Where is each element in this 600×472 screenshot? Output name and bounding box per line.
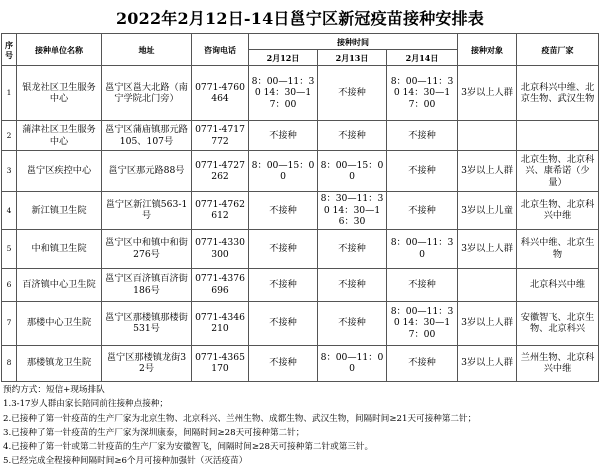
cell-seq: 5 <box>2 229 17 268</box>
cell-day-1: 8：00—11：30 14：30—17：00 <box>249 66 318 121</box>
cell-day-2: 不接种 <box>318 229 387 268</box>
cell-day-3: 8：00—11：30 14：30—17：00 <box>387 301 458 345</box>
cell-day-2: 不接种 <box>318 121 387 151</box>
cell-day-3: 8：00—11：30 14：30—17：00 <box>387 66 458 121</box>
table-row <box>2 66 599 121</box>
cell-phone: 0771-4376696 <box>192 268 249 301</box>
cell-phone: 0771-4762612 <box>192 192 249 230</box>
cell-seq: 1 <box>2 66 17 121</box>
cell-maker: 科兴中维、北京生物 <box>517 229 599 268</box>
cell-phone: 0771-4760464 <box>192 66 249 121</box>
cell-maker: 兰州生物、北京科兴中维 <box>517 345 599 381</box>
cell-address: 邕宁区那元路88号 <box>102 151 192 192</box>
cell-maker: 安徽智飞、北京生物、北京科兴 <box>517 301 599 345</box>
note-line: 预约方式：短信+现场排队 <box>3 385 105 395</box>
cell-target: 3岁以上人群 <box>458 229 517 268</box>
cell-target <box>458 268 517 301</box>
cell-day-3: 不接种 <box>387 345 458 381</box>
cell-unit: 百济镇中心卫生院 <box>17 268 102 301</box>
cell-day-2: 不接种 <box>318 268 387 301</box>
cell-seq: 8 <box>2 345 17 381</box>
cell-day-1: 不接种 <box>249 192 318 230</box>
cell-seq: 6 <box>2 268 17 301</box>
table-row <box>2 301 599 345</box>
cell-maker: 北京生物、北京科兴中维 <box>517 192 599 230</box>
cell-target: 3岁以上人群 <box>458 66 517 121</box>
cell-phone: 0771-4330300 <box>192 229 249 268</box>
header-address: 地址 <box>102 34 192 66</box>
table-row <box>2 229 599 268</box>
note-line: 1.3-17岁人群由家长陪同前往接种点接种； <box>3 399 169 410</box>
cell-unit: 邕宁区疾控中心 <box>17 151 102 192</box>
cell-unit: 蒲津社区卫生服务中心 <box>17 121 102 151</box>
note-line: 4.已接种了第一针或第二针疫苗的生产厂家为安徽智飞，间隔时间≥28天可接种第二针或第三针。 <box>3 442 374 453</box>
cell-seq: 7 <box>2 301 17 345</box>
cell-address: 邕宁区新江镇563-1号 <box>102 192 192 230</box>
table-row <box>2 345 599 381</box>
note-line: 5.已经完成全程接种间隔时间≥6个月可接种加强针（灭活疫苗） <box>3 456 248 467</box>
cell-day-3: 8：00—11：30 <box>387 229 458 268</box>
cell-day-1: 不接种 <box>249 121 318 151</box>
cell-phone: 0771-4346210 <box>192 301 249 345</box>
header-maker: 疫苗厂家 <box>517 34 599 66</box>
cell-phone: 0771-4717772 <box>192 121 249 151</box>
cell-address: 邕宁区那楼镇龙街32号 <box>102 345 192 381</box>
cell-day-2: 8：00—15：00 <box>318 151 387 192</box>
cell-maker: 北京生物、北京科兴、康希诺（少量） <box>517 151 599 192</box>
cell-target: 3岁以上人群 <box>458 345 517 381</box>
cell-address: 邕宁区那楼镇那楼街531号 <box>102 301 192 345</box>
cell-address: 邕宁区中和镇中和街276号 <box>102 229 192 268</box>
table-row <box>2 151 599 192</box>
table-header-row <box>2 34 599 50</box>
cell-maker <box>517 121 599 151</box>
cell-address: 邕宁区邕大北路（南宁学院北门旁） <box>102 66 192 121</box>
header-target: 接种对象 <box>458 34 517 66</box>
header-day-1: 2月12日 <box>249 50 318 66</box>
header-seq: 序号 <box>2 34 17 66</box>
table-row <box>2 268 599 301</box>
note-line: 3.已接种了第一针疫苗的生产厂家为深圳康泰，间隔时间≥28天可接种第二针； <box>3 427 305 438</box>
cell-day-1: 8：00—15：00 <box>249 151 318 192</box>
cell-seq: 3 <box>2 151 17 192</box>
cell-phone: 0771-4365170 <box>192 345 249 381</box>
page-title: 2022年2月12日-14日邕宁区新冠疫苗接种安排表 <box>115 9 485 28</box>
cell-target: 3岁以上人群 <box>458 151 517 192</box>
cell-seq: 4 <box>2 192 17 230</box>
header-time-group: 接种时间 <box>249 34 458 50</box>
cell-day-2: 不接种 <box>318 66 387 121</box>
cell-address: 邕宁区百济镇百济街186号 <box>102 268 192 301</box>
cell-day-3: 不接种 <box>387 121 458 151</box>
table-row <box>2 121 599 151</box>
cell-unit: 那楼中心卫生院 <box>17 301 102 345</box>
cell-day-1: 不接种 <box>249 345 318 381</box>
cell-target: 3岁以上儿童 <box>458 192 517 230</box>
cell-unit: 银龙社区卫生服务中心 <box>17 66 102 121</box>
cell-maker: 北京科兴中维、北京生物、武汉生物 <box>517 66 599 121</box>
header-unit: 接种单位名称 <box>17 34 102 66</box>
cell-day-1: 不接种 <box>249 301 318 345</box>
cell-day-3: 不接种 <box>387 268 458 301</box>
cell-maker: 北京科兴中维 <box>517 268 599 301</box>
cell-day-3: 不接种 <box>387 151 458 192</box>
cell-day-2: 8：00—11：00 <box>318 345 387 381</box>
cell-day-2: 不接种 <box>318 301 387 345</box>
cell-target <box>458 121 517 151</box>
cell-day-1: 不接种 <box>249 268 318 301</box>
cell-address: 邕宁区蒲庙镇那元路105、107号 <box>102 121 192 151</box>
cell-seq: 2 <box>2 121 17 151</box>
cell-day-3: 不接种 <box>387 192 458 230</box>
cell-unit: 中和镇卫生院 <box>17 229 102 268</box>
header-day-2: 2月13日 <box>318 50 387 66</box>
note-line: 2.已接种了第一针疫苗的生产厂家为北京生物、北京科兴、兰州生物、成都生物、武汉生物，间隔时间≥21天可接种第二针； <box>3 413 477 424</box>
notes-section <box>3 383 597 469</box>
schedule-table <box>1 33 599 382</box>
cell-unit: 新江镇卫生院 <box>17 192 102 230</box>
header-phone: 咨询电话 <box>192 34 249 66</box>
table-row <box>2 192 599 230</box>
cell-unit: 那楼镇龙卫生院 <box>17 345 102 381</box>
cell-target: 3岁以上人群 <box>458 301 517 345</box>
cell-day-2: 8：30—11：30 14：30—16：30 <box>318 192 387 230</box>
header-day-3: 2月14日 <box>387 50 458 66</box>
cell-day-1: 不接种 <box>249 229 318 268</box>
cell-phone: 0771-4727262 <box>192 151 249 192</box>
